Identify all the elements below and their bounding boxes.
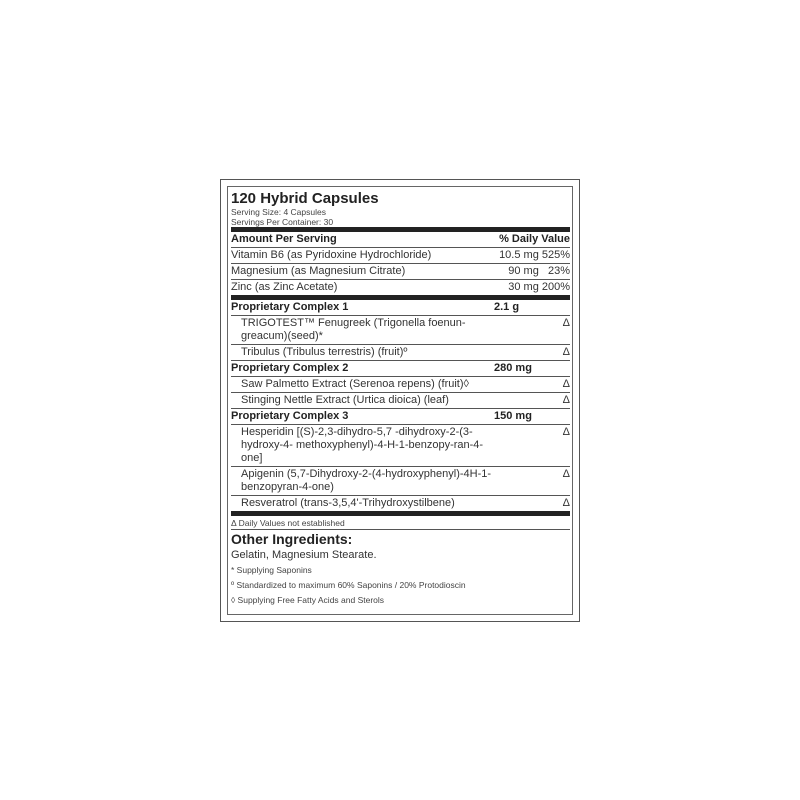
serving-size: Serving Size: 4 Capsules bbox=[231, 207, 326, 217]
ingredient-row bbox=[231, 425, 570, 467]
proprietary-complex-row bbox=[231, 361, 570, 377]
footnote: * Supplying Saponins bbox=[231, 565, 312, 575]
other-ingredients-title: Other Ingredients: bbox=[231, 531, 353, 547]
daily-value-label: % Daily Value bbox=[499, 233, 570, 245]
nutrient-name: Zinc (as Zinc Acetate) bbox=[231, 281, 338, 293]
ingredient-name: Resveratrol (trans-3,5,4'-Trihydroxystilbene) bbox=[241, 497, 455, 509]
ingredient-row bbox=[231, 496, 570, 511]
nutrient-row bbox=[231, 264, 570, 280]
nutrient-amount: 30 mg 200% bbox=[508, 281, 570, 293]
ingredient-name: Saw Palmetto Extract (Serenoa repens) (fruit)◊ bbox=[241, 378, 469, 390]
ingredient-name: Stinging Nettle Extract (Urtica dioica) (leaf) bbox=[241, 394, 449, 406]
footnote: ◊ Supplying Free Fatty Acids and Sterols bbox=[231, 595, 385, 605]
ingredient-row bbox=[231, 345, 570, 361]
ingredient-row bbox=[231, 316, 570, 345]
ingredient-row bbox=[231, 393, 570, 409]
ingredient-name: Hesperidin [(S)-2,3-dihydro-5,7 -dihydroxy-2-(3-hydroxy-4- methoxyphenyl)-4-H-1-benzopy-ran-4-one] bbox=[241, 426, 484, 464]
supplement-facts-inner bbox=[227, 186, 573, 615]
proprietary-complex-row bbox=[231, 300, 570, 316]
servings-per-container: Servings Per Container: 30 bbox=[231, 217, 334, 227]
product-title: 120 Hybrid Capsules bbox=[231, 190, 379, 207]
delta-symbol: Δ bbox=[562, 426, 570, 438]
other-ingredients-text: Gelatin, Magnesium Stearate. bbox=[231, 549, 377, 561]
delta-symbol: Δ bbox=[562, 346, 570, 358]
nutrient-amount: 90 mg 23% bbox=[508, 265, 570, 277]
delta-symbol: Δ bbox=[562, 317, 570, 329]
ingredient-name: Apigenin (5,7-Dihydroxy-2-(4-hydroxyphenyl)-4H-1-benzopyran-4-one) bbox=[241, 468, 492, 493]
complex-name: Proprietary Complex 1 bbox=[231, 301, 349, 313]
delta-symbol: Δ bbox=[562, 497, 570, 509]
nutrient-name: Magnesium (as Magnesium Citrate) bbox=[231, 265, 406, 277]
supplement-facts-panel bbox=[220, 179, 580, 622]
delta-symbol: Δ bbox=[562, 378, 570, 390]
ingredient-name: TRIGOTEST™ Fenugreek (Trigonella foenun-greacum)(seed)* bbox=[241, 317, 466, 342]
amount-per-serving-label: Amount Per Serving bbox=[231, 233, 337, 245]
divider-thin bbox=[231, 529, 570, 530]
nutrient-name: Vitamin B6 (as Pyridoxine Hydrochloride) bbox=[231, 249, 432, 261]
complex-name: Proprietary Complex 2 bbox=[231, 362, 349, 374]
table-header-row bbox=[231, 232, 570, 248]
ingredient-row bbox=[231, 377, 570, 393]
nutrient-amount: 10.5 mg 525% bbox=[499, 249, 570, 261]
footnote: º Standardized to maximum 60% Saponins / 20% Protodioscin bbox=[231, 580, 466, 590]
proprietary-complex-row bbox=[231, 409, 570, 425]
delta-symbol: Δ bbox=[562, 394, 570, 406]
ingredient-row bbox=[231, 467, 570, 496]
complex-amount: 150 mg bbox=[494, 410, 532, 422]
complex-name: Proprietary Complex 3 bbox=[231, 410, 349, 422]
daily-values-note: Δ Daily Values not established bbox=[231, 518, 345, 528]
complex-amount: 2.1 g bbox=[494, 301, 520, 313]
nutrient-row bbox=[231, 248, 570, 264]
complex-amount: 280 mg bbox=[494, 362, 532, 374]
ingredient-name: Tribulus (Tribulus terrestris) (fruit)º bbox=[241, 346, 408, 358]
delta-symbol: Δ bbox=[562, 468, 570, 480]
nutrient-row bbox=[231, 280, 570, 295]
